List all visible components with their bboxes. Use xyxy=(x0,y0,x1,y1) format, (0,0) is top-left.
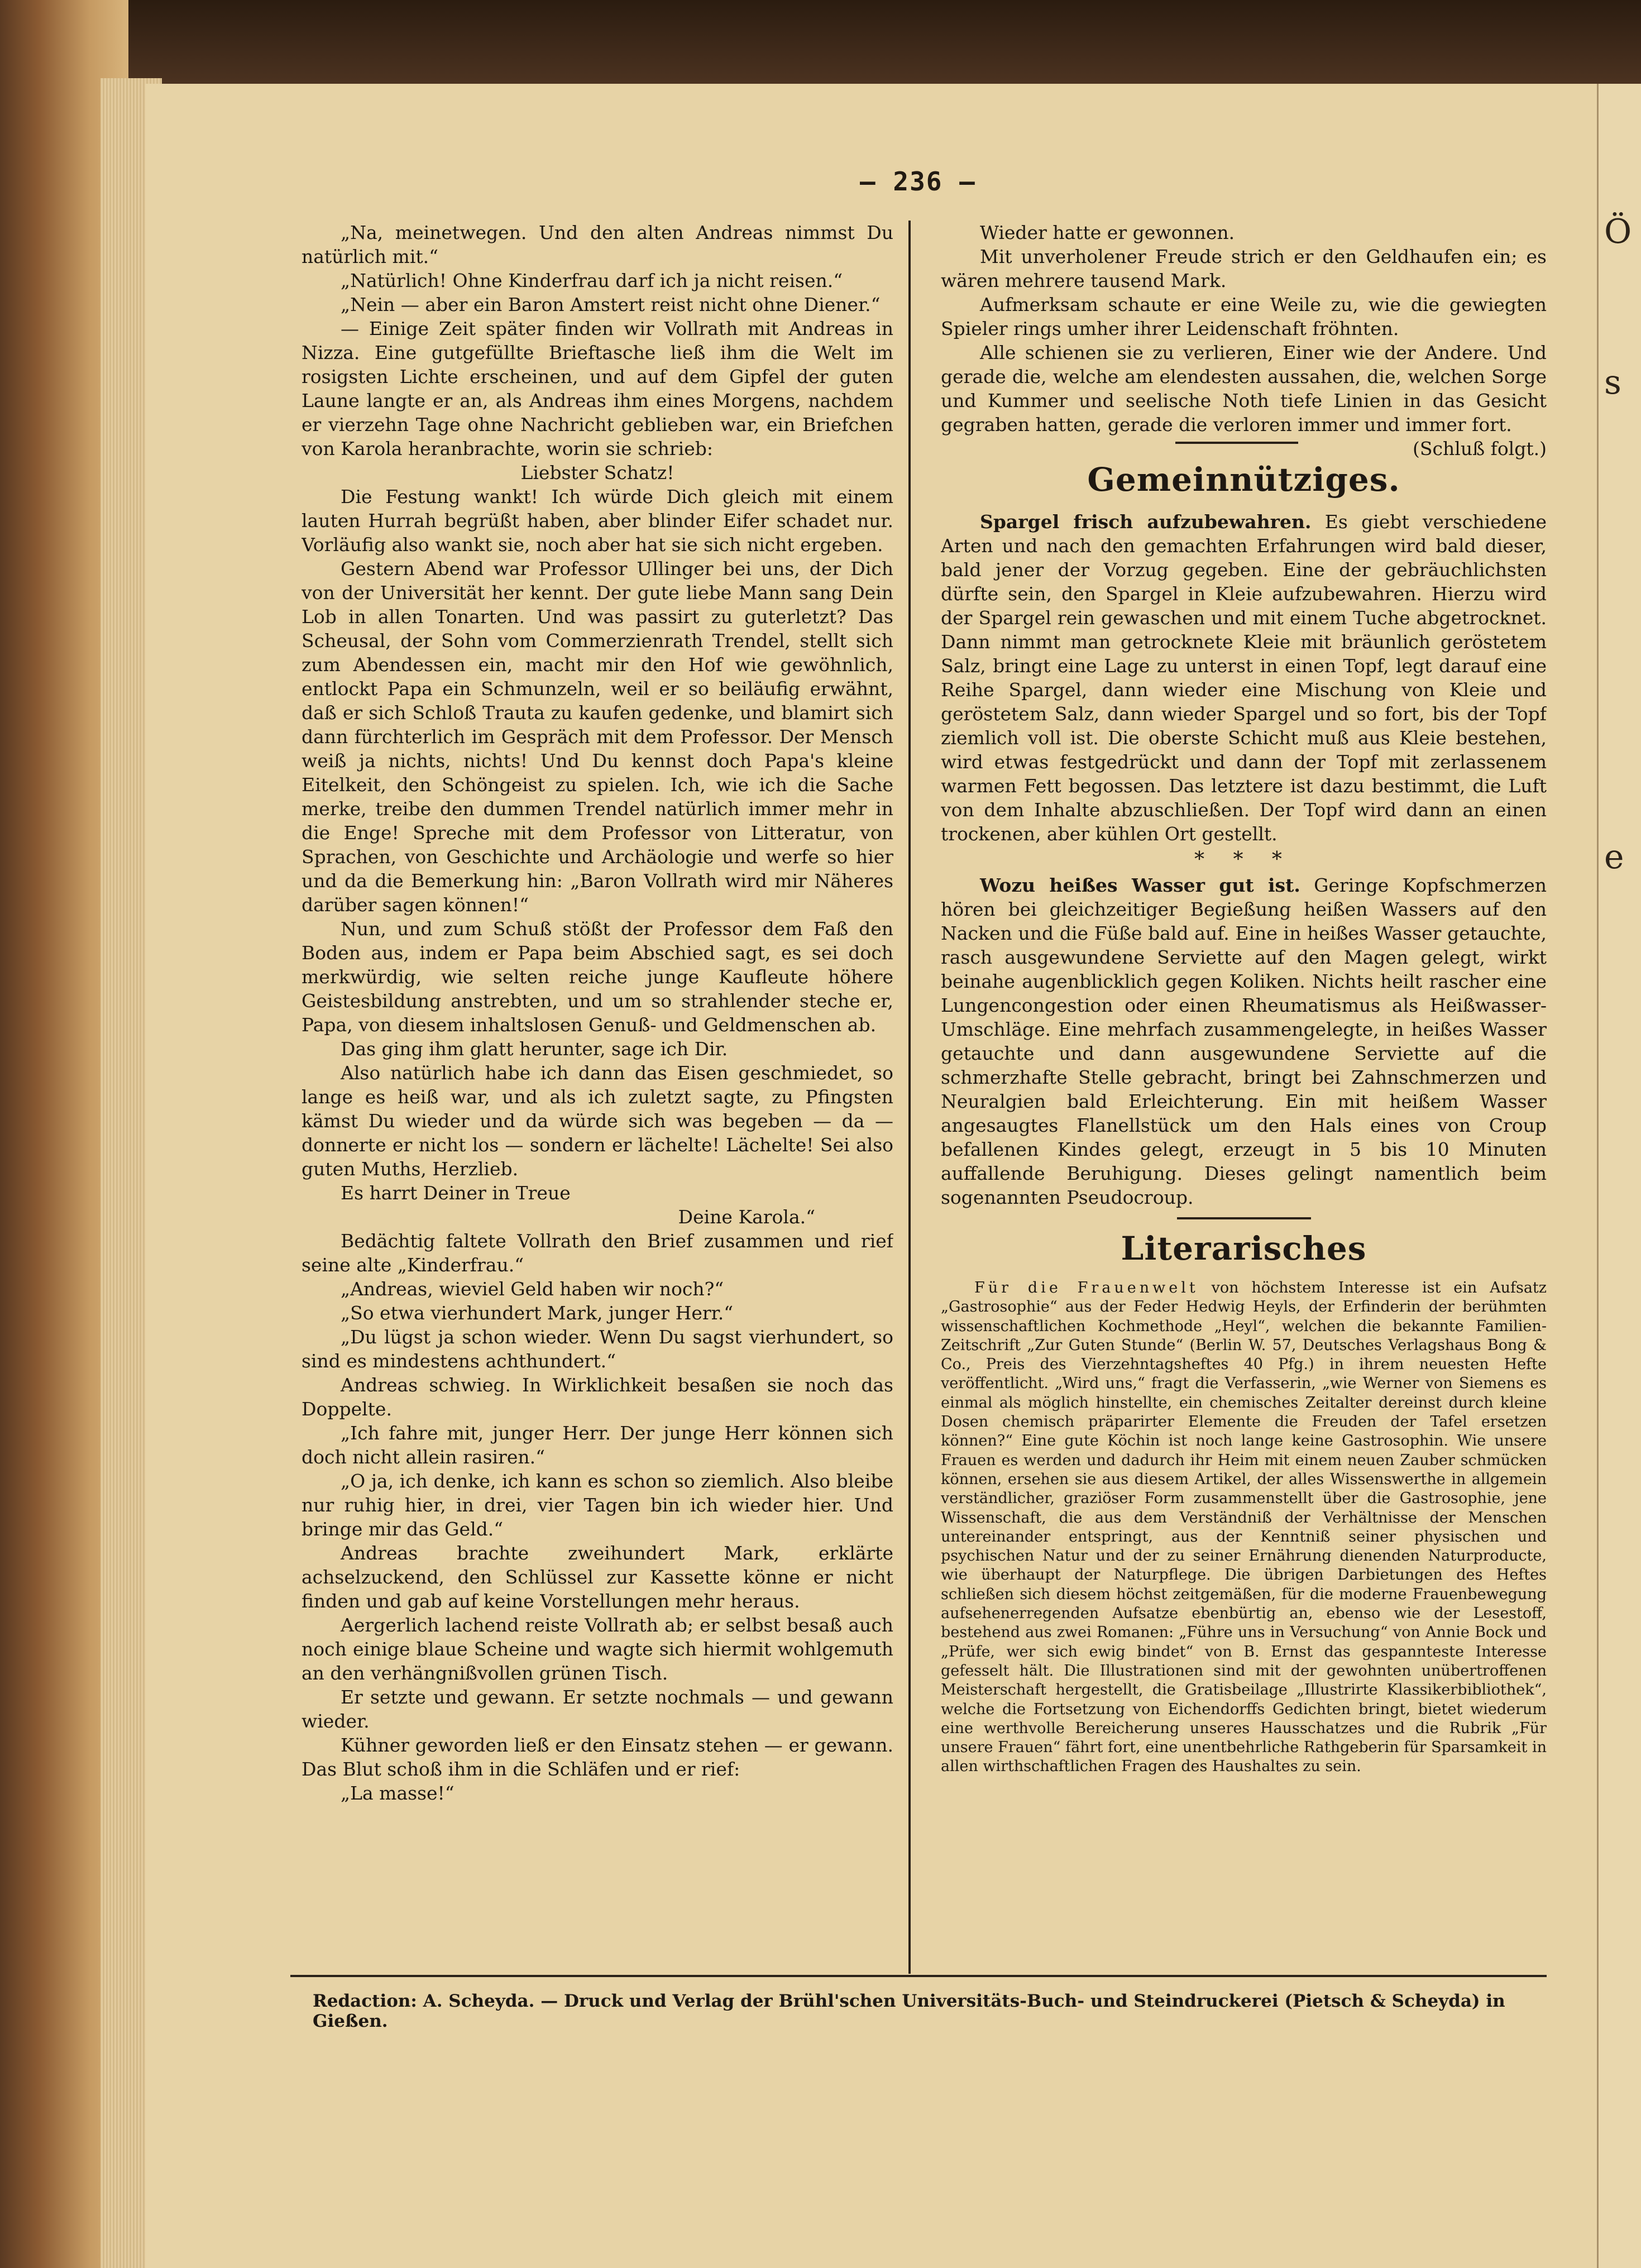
section-title-literarisches: Literarisches xyxy=(1121,1229,1367,1267)
story-paragraph: Wieder hatte er gewonnen. xyxy=(980,222,1235,243)
literary-body: von höchstem Interesse ist ein Aufsatz „Gastrosophie“ aus der Feder Hedwig Heyls, der Erfinderin der berühmten wissenschaftlichen Kochmethode „Heyl“, welchen die bekannte Familien-Zeitschrift „Zur Guten Stunde“ (Berlin W. 57, Deutsches Verlagshaus Bong & Co., Preis des Vierzehntagsheftes 40 Pfg.) in ihrem neuesten Hefte veröffentlicht. „Wird uns,“ fragt die Verfasserin, „wie Werner von Siemens es einmal als möglich hinstellte, ein chemisches Zeitalter dereinst durch kleine Dosen chemisch präparirter Elemente die Freuden der Tafel ersetzen können?“ Eine gute Köchin ist noch lange keine Gastrosophin. Wie unsere Frauen es werden und dadurch ihr Heim mit einem neuen Zauber schmücken können, ersehen sie aus diesem Artikel, der alles Wissenswerthe in allgemein verständlicher, graziöser Form zusammenstellt über die Gastrosophie, jene Wissenschaft, die aus dem Verständniß der Verhältnisse der Menschen untereinander entspringt, aus der Kenntniß seiner physischen und psychischen Natur und der zu seiner Ernährung dienenden Naturproducte, wie überhaupt der Naturpflege. Die übrigen Darbietungen des Heftes schließen sich diesem höchst zeitgemäßen, für die moderne Frauenbewegung aufsehenerregenden Aufsatze ebenbürtig an, ebenso wie der Lesestoff, bestehend aus zwei Romanen: „Führe uns in Versuchung“ von Annie Bock und „Prüfe, wer sich ewig bindet“ von B. Ernst das gespannteste Interesse gefesselt hält. Die Illustrationen sind mit der gewohnten unübertroffenen Meisterschaft hergestellt, die Gratisbeilage „Illustrirte Klassikerbibliothek“, welche die Fortsetzung von Eichendorffs Gedichten bringt, bietet wiederum eine werthvolle Bereicherung unseres Hausschatzes und die Rubrik „Für unsere Frauen“ fährt fort, eine unentbehrliche Rathgeberin für Sparsamkeit in allen wirthschaftlichen Fragen des Haushaltes zu sein. xyxy=(941,1279,1547,1776)
page-number: — 236 — xyxy=(860,166,976,197)
story-paragraph: Das ging ihm glatt herunter, sage ich Dir. xyxy=(341,1038,728,1060)
section-title-gemeinnuetziges: Gemeinnütziges. xyxy=(1087,461,1400,499)
section-stars: * * * xyxy=(1194,848,1293,871)
right-column xyxy=(941,221,1547,1971)
story-paragraph: Andreas brachte zweihundert Mark, erklärte achselzuckend, den Schlüssel zur Kassette könne er nicht finden und gab auf keine Vorstellungen mehr heraus. xyxy=(302,1542,893,1612)
story-paragraph: „Natürlich! Ohne Kinderfrau darf ich ja nicht reisen.“ xyxy=(341,270,843,291)
story-paragraph: „O ja, ich denke, ich kann es schon so ziemlich. Also bleibe nur ruhig hier, in drei, vier Tagen bin ich wieder hier. Und bringe mir das Geld.“ xyxy=(302,1470,893,1540)
story-paragraph: Bedächtig faltete Vollrath den Brief zusammen und rief seine alte „Kinderfrau.“ xyxy=(302,1230,893,1276)
rule-divider xyxy=(1177,1217,1311,1219)
story-conclusion xyxy=(941,221,1547,437)
story-paragraph: Die Festung wankt! Ich würde Dich gleich mit einem lauten Hurrah begrüßt haben, aber blinder Eifer schadet nur. Vorläufig also wankt sie, noch aber hat sie sich nicht ergeben. xyxy=(302,486,893,556)
story-paragraph: „Du lügst ja schon wieder. Wenn Du sagst vierhundert, so sind es mindestens achthundert.“ xyxy=(302,1326,893,1372)
story-paragraph: Gestern Abend war Professor Ullinger bei uns, der Dich von der Universität her kennt. Der gute liebe Mann sang Dein Lob in allen Tonarten. Und was passirt zu guterletzt? Das Scheusal, der Sohn vom Commerzienrath Trendel, stellt sich zum Abendessen ein, macht mir den Hof wie gewöhnlich, entlockt Papa ein Schmunzeln, weil er so beiläufig erwähnt, daß er sich Schloß Trauta zu kaufen gedenke, und blamirt sich dann fürchterlich im Gespräch mit dem Professor. Der Mensch weiß ja nichts, nichts! Und Du kennst doch Papa's kleine Eitelkeit, den Schöngeist zu spielen. Ich, wie ich die Sache merke, treibe den dummen Trendel natürlich immer mehr in die Enge! Spreche mit dem Professor von Litteratur, von Sprachen, von Geschichte und Archäologie und werfe so hier und da die Bemerkung hin: „Baron Vollrath wird mir Näheres darüber sagen können!“ xyxy=(302,558,893,916)
story-paragraph: — Einige Zeit später finden wir Vollrath mit Andreas in Nizza. Eine gutgefüllte Brieftasche ließ ihm die Welt im rosigsten Lichte erscheinen, und auf dem Gipfel der guten Laune langte er an, als Andreas ihm eines Morgens, nachdem er vierzehn Tage ohne Nachricht geblieben war, ein Briefchen von Karola heranbrachte, worin sie schrieb: xyxy=(302,318,893,460)
story-paragraph: Aergerlich lachend reiste Vollrath ab; er selbst besaß auch noch einige blaue Scheine und wagte sich hiermit wohlgemuth an den verhängnißvollen grünen Tisch. xyxy=(302,1614,893,1684)
story-paragraph: Kühner geworden ließ er den Einsatz stehen — er gewann. Das Blut schoß ihm in die Schläfen und er rief: xyxy=(302,1734,893,1780)
story-paragraph: Mit unverholener Freude strich er den Geldhaufen ein; es wären mehrere tausend Mark. xyxy=(941,246,1547,291)
column-divider xyxy=(908,221,911,1974)
story-paragraph: Alle schienen sie zu verlieren, Einer wie der Andere. Und gerade die, welche am elendesten aussahen, die, welchen Sorge und Kummer und seelische Noth tiefe Linien in das Gesicht gegraben hatten, gerade die verloren immer und immer fort. xyxy=(941,342,1547,436)
story-paragraph: Aufmerksam schaute er eine Weile zu, wie die gewiegten Spieler rings umher ihrer Leidenschaft fröhnten. xyxy=(941,294,1547,339)
story-paragraph: Liebster Schatz! xyxy=(520,462,674,484)
story-paragraph: „La masse!“ xyxy=(341,1782,454,1804)
article-heading: Spargel frisch aufzubewahren. xyxy=(980,511,1312,533)
story-paragraph: Es harrt Deiner in Treue xyxy=(341,1182,571,1204)
story-paragraph: Andreas schwieg. In Wirklichkeit besaßen sie noch das Doppelte. xyxy=(302,1374,893,1420)
literary-lead: Für die Frauenwelt xyxy=(974,1279,1199,1296)
imprint-footer: Redaction: A. Scheyda. — Druck und Verlag der Brühl'schen Universitäts-Buch- und Steindruckerei (Pietsch & Scheyda) in Gießen. xyxy=(313,1991,1505,2031)
story-paragraph: „Na, meinetwegen. Und den alten Andreas nimmst Du natürlich mit.“ xyxy=(302,222,893,267)
story-paragraph: „So etwa vierhundert Mark, junger Herr.“ xyxy=(341,1302,734,1324)
story-paragraph: Deine Karola.“ xyxy=(678,1206,815,1228)
literary-notice xyxy=(941,1279,1547,1777)
footer-rule xyxy=(290,1975,1547,1977)
book-top-edge xyxy=(0,0,1641,84)
story-paragraph: Also natürlich habe ich dann das Eisen geschmiedet, so lange es heiß war, und als ich zuletzt sagte, zu Pfingsten kämst Du wieder und da würde sich was begeben — da — donnerte er nicht los — sondern er lächelte! Lächelte! Sei also guten Muths, Herzlieb. xyxy=(302,1062,893,1180)
story-column xyxy=(302,221,893,1968)
story-paragraph: Er setzte und gewann. Er setzte nochmals — und gewann wieder. xyxy=(302,1686,893,1732)
article-heading: Wozu heißes Wasser gut ist. xyxy=(980,874,1300,896)
continuation-note: (Schluß folgt.) xyxy=(1413,438,1547,460)
story-paragraph: „Andreas, wieviel Geld haben wir noch?“ xyxy=(341,1278,724,1300)
article-body: Geringe Kopfschmerzen hören bei gleichzeitiger Begießung heißen Wassers auf den Nacken und die Füße bald auf. Eine in heißes Wasser getauchte, rasch ausgewundene Serviette auf den Magen gelegt, wirkt beinahe augenblicklich gegen Koliken. Nichts heilt rascher eine Lungencongestion oder einen Rheumatismus als Heißwasser-Umschläge. Eine mehrfach zusammengelegte, in heißes Wasser getauchte und dann ausgewundene Serviette auf die schmerzhafte Stelle gebracht, bringt bei Zahnschmerzen und Neuralgien bald Erleichterung. Ein mit heißem Wasser angesaugtes Flanellstück um den Hals eines von Croup befallenen Kindes gelegt, erzeugt in 5 bis 10 Minuten auffallende Beruhigung. Dieses gelingt namentlich beim sogenannten Pseudocroup. xyxy=(941,874,1547,1208)
story-paragraph: Nun, und zum Schuß stößt der Professor dem Faß den Boden aus, indem er Papa beim Abschied sagt, es sei doch merkwürdig, wie selten reiche junge Kaufleute höhere Geistesbildung anstrebten, und um so strahlender steche er, Papa, von diesem inhaltslosen Genuß- und Geldmenschen ab. xyxy=(302,918,893,1036)
facing-page-edge: Ö s e xyxy=(1597,84,1641,2268)
story-paragraph: „Ich fahre mit, junger Herr. Der junge Herr können sich doch nicht allein rasiren.“ xyxy=(302,1422,893,1468)
story-paragraph: „Nein — aber ein Baron Amstert reist nicht ohne Diener.“ xyxy=(341,294,881,315)
rule-divider xyxy=(1175,442,1298,444)
article-body: Es giebt verschiedene Arten und nach den gemachten Erfahrungen wird bald dieser, bald jener der Vorzug gegeben. Eine der gebräuchlichsten dürfte sein, den Spargel in Kleie aufzubewahren. Hierzu wird der Spargel rein gewaschen und mit einem Tuche abgetrocknet. Dann nimmt man getrocknete Kleie mit bräunlich geröstetem Salz, bringt eine Lage zu unterst in einen Topf, legt darauf eine Reihe Spargel, dann wieder eine Mischung von Kleie und geröstetem Salz, dann wieder Spargel und so fort, bis der Topf ziemlich voll ist. Die oberste Schicht muß aus Kleie bestehen, wird etwas festgedrückt und dann der Topf mit zerlassenem warmen Fett begossen. Das letztere ist dazu bestimmt, die Luft von dem Inhalte abzuschließen. Der Topf wird dann an einen trockenen, aber kühlen Ort gestellt. xyxy=(941,511,1547,845)
article-spargel xyxy=(941,510,1547,846)
article-heisses-wasser xyxy=(941,873,1547,1209)
